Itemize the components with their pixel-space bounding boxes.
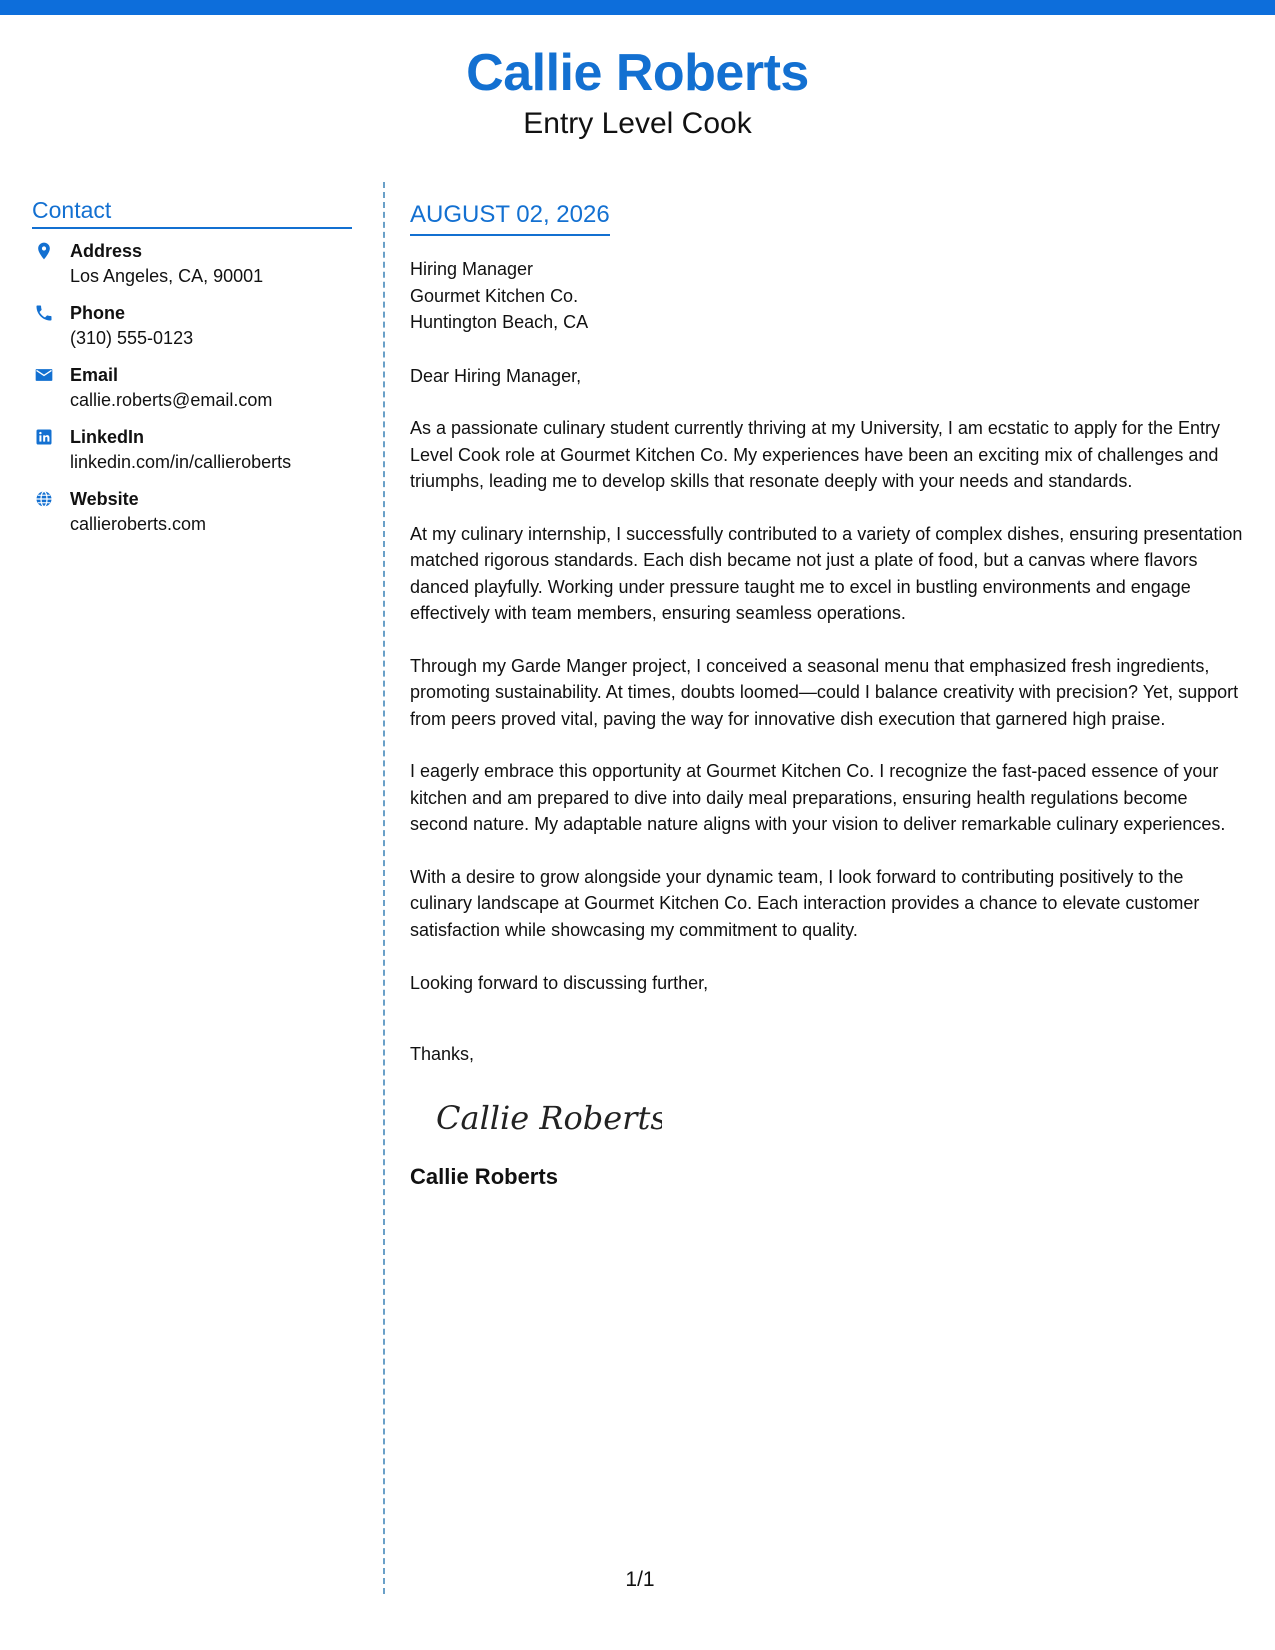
contact-value: callie.roberts@email.com bbox=[70, 390, 273, 410]
letter-paragraph: With a desire to grow alongside your dynamic team, I look forward to contributing positively to the culinary landscape at Gourmet Kitchen Co. Each interaction provides a chance to elevate customer satisfaction while showcasing my commitment to quality. bbox=[410, 866, 1200, 940]
globe-icon bbox=[34, 489, 54, 509]
letter-paragraph: Through my Garde Manger project, I conceived a seasonal menu that emphasized fresh ingredients, promoting sustainability. At times, doubts loomed—could I balance creativity with precision? Yet, support from peers proved vital, paving the way for innovative dish execution that garnered high praise. bbox=[410, 655, 1239, 729]
recipient-line: Hiring Manager bbox=[410, 259, 534, 279]
signer-name: Callie Roberts bbox=[410, 1164, 558, 1189]
contact-value: Los Angeles, CA, 90001 bbox=[70, 266, 264, 286]
letter-body bbox=[410, 198, 1250, 1192]
letter-paragraph: As a passionate culinary student currently thriving at my University, I am ecstatic to apply for the Entry Level Cook role at Gourmet Kitchen Co. My experiences have been an exciting mix of challenges and triumphs, leading me to develop skills that resonate deeply with your needs and standards. bbox=[410, 418, 1221, 491]
salutation: Dear Hiring Manager, bbox=[410, 365, 582, 386]
contact-label: Address bbox=[70, 241, 143, 261]
contact-item-website bbox=[32, 487, 352, 537]
applicant-name: Callie Roberts bbox=[466, 44, 809, 102]
contact-label: LinkedIn bbox=[70, 427, 145, 447]
contact-label: Email bbox=[70, 365, 119, 385]
signature-image bbox=[432, 1089, 662, 1149]
contact-heading: Contact bbox=[32, 195, 352, 229]
svg-text:Callie Roberts: Callie Roberts bbox=[436, 1099, 662, 1137]
recipient-line: Gourmet Kitchen Co. bbox=[410, 285, 579, 306]
contact-item-address bbox=[32, 239, 352, 289]
phone-icon bbox=[34, 303, 54, 323]
closing-line: Looking forward to discussing further, bbox=[410, 973, 709, 993]
thanks-line: Thanks, bbox=[410, 1043, 475, 1064]
column-divider bbox=[383, 182, 385, 1594]
contact-value: linkedin.com/in/callieroberts bbox=[70, 452, 292, 472]
contact-item-email bbox=[32, 363, 352, 413]
letter-paragraph: I eagerly embrace this opportunity at Gourmet Kitchen Co. I recognize the fast-paced essence of your kitchen and am prepared to dive into daily meal preparations, ensuring health regulations become second nature. My adaptable nature aligns with your vision to deliver remarkable culinary experiences. bbox=[410, 761, 1226, 834]
contact-item-linkedin bbox=[32, 425, 352, 475]
email-icon bbox=[34, 365, 54, 385]
location-pin-icon bbox=[34, 241, 54, 261]
resume-header bbox=[0, 40, 1275, 142]
letter-paragraph: At my culinary internship, I successfully contributed to a variety of complex dishes, ensuring presentation matched rigorous standards. Each dish became not just a plate of food, but a canvas where flavors danced playfully. Working under pressure taught me to excel in bustling environments and engage effectively with team members, ensuring seamless operations. bbox=[410, 523, 1243, 623]
contact-value: callieroberts.com bbox=[70, 514, 207, 534]
job-title: Entry Level Cook bbox=[523, 107, 752, 140]
page-number: 1/1 bbox=[625, 1568, 655, 1591]
recipient-line: Huntington Beach, CA bbox=[410, 312, 589, 332]
contact-item-phone bbox=[32, 301, 352, 351]
linkedin-icon bbox=[34, 427, 54, 447]
recipient-block bbox=[410, 256, 1250, 336]
contact-label: Website bbox=[70, 489, 139, 509]
top-accent-bar bbox=[0, 0, 1275, 15]
contact-label: Phone bbox=[70, 303, 126, 323]
letter-date: AUGUST 02, 2026 bbox=[410, 198, 610, 236]
contact-sidebar bbox=[32, 195, 352, 549]
contact-list bbox=[32, 239, 352, 537]
contact-value: (310) 555-0123 bbox=[70, 328, 194, 348]
